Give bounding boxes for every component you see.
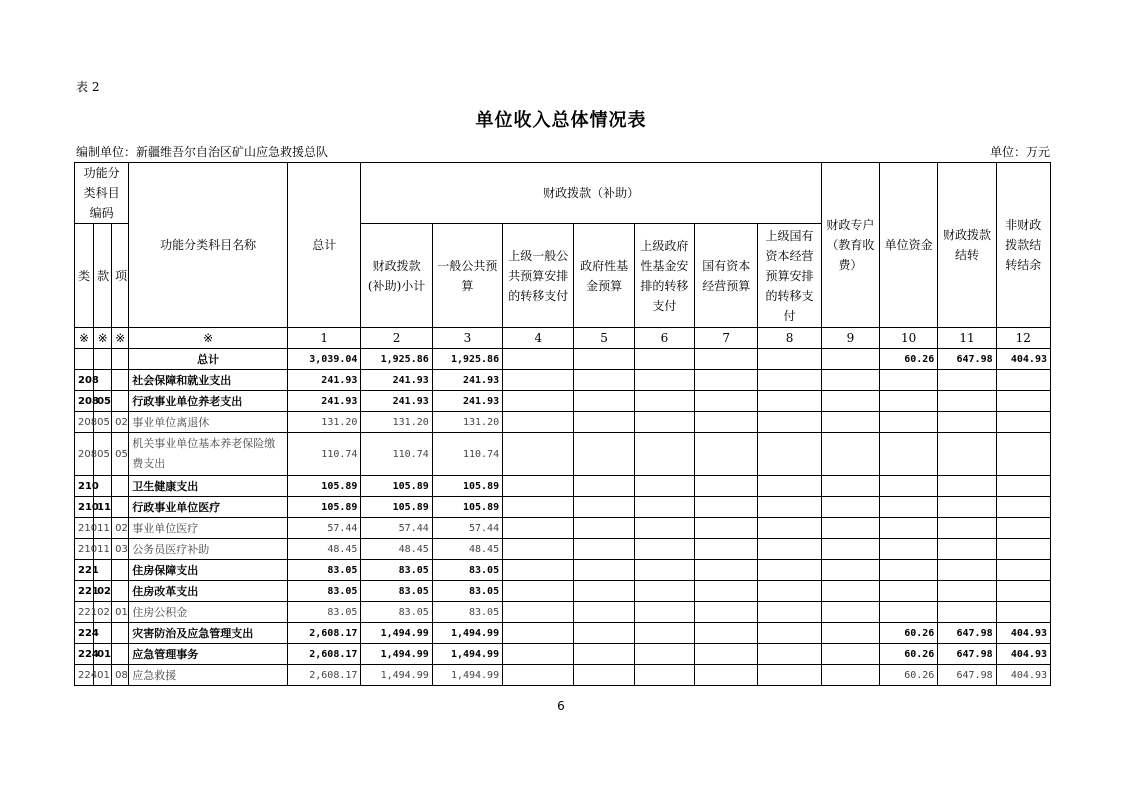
index-row bbox=[75, 328, 1051, 349]
amount-unit_funds-cell: 60.26 bbox=[880, 623, 938, 644]
table-row bbox=[75, 433, 1051, 476]
code-kuan-cell: 05 bbox=[94, 412, 112, 433]
amount-subtotal-cell: 83.05 bbox=[361, 581, 432, 602]
amount-general-cell: 1,494.99 bbox=[432, 644, 502, 665]
code-xiang-cell bbox=[112, 497, 129, 518]
header-total: 总计 bbox=[288, 163, 361, 328]
empty-cell bbox=[695, 391, 758, 412]
index-cell: 2 bbox=[361, 328, 432, 349]
amount-carry-cell: 647.98 bbox=[938, 665, 996, 686]
code-lei-cell: 210 bbox=[75, 476, 94, 497]
table-number: 表 2 bbox=[76, 80, 100, 94]
item-name-cell: 行政事业单位医疗 bbox=[129, 497, 288, 518]
empty-cell bbox=[695, 433, 758, 476]
amount-unit_funds-cell: 60.26 bbox=[880, 665, 938, 686]
amount-general-cell: 105.89 bbox=[432, 476, 502, 497]
page-number: 6 bbox=[557, 699, 565, 713]
code-kuan-cell: 11 bbox=[94, 497, 112, 518]
amount-nonfiscal-cell bbox=[996, 518, 1050, 539]
code-lei-cell: 221 bbox=[75, 560, 94, 581]
empty-cell bbox=[503, 349, 574, 370]
amount-unit_funds-cell: 60.26 bbox=[880, 349, 938, 370]
amount-subtotal-cell: 1,925.86 bbox=[361, 349, 432, 370]
amount-nonfiscal-cell: 404.93 bbox=[996, 623, 1050, 644]
empty-cell bbox=[695, 412, 758, 433]
code-lei-cell: 210 bbox=[75, 539, 94, 560]
amount-general-cell: 83.05 bbox=[432, 602, 502, 623]
amount-unit_funds-cell bbox=[880, 602, 938, 623]
amount-total-cell: 3,039.04 bbox=[288, 349, 361, 370]
empty-cell bbox=[503, 391, 574, 412]
item-name-cell: 社会保障和就业支出 bbox=[129, 370, 288, 391]
empty-cell bbox=[634, 433, 694, 476]
code-lei-cell: 208 bbox=[75, 433, 94, 476]
code-lei-cell: 224 bbox=[75, 644, 94, 665]
code-xiang-cell bbox=[112, 644, 129, 665]
amount-subtotal-cell: 131.20 bbox=[361, 412, 432, 433]
empty-cell bbox=[574, 665, 634, 686]
amount-nonfiscal-cell bbox=[996, 391, 1050, 412]
table-row bbox=[75, 349, 1051, 370]
index-cell: ※ bbox=[75, 328, 94, 349]
code-kuan-cell: 05 bbox=[94, 391, 112, 412]
empty-cell bbox=[758, 623, 821, 644]
amount-subtotal-cell: 1,494.99 bbox=[361, 623, 432, 644]
table-row bbox=[75, 665, 1051, 686]
empty-cell bbox=[695, 497, 758, 518]
amount-carry-cell bbox=[938, 560, 996, 581]
code-kuan-cell: 01 bbox=[94, 644, 112, 665]
amount-subtotal-cell: 1,494.99 bbox=[361, 644, 432, 665]
amount-nonfiscal-cell bbox=[996, 539, 1050, 560]
amount-general-cell: 131.20 bbox=[432, 412, 502, 433]
amount-unit_funds-cell bbox=[880, 518, 938, 539]
empty-cell bbox=[503, 539, 574, 560]
amount-nonfiscal-cell: 404.93 bbox=[996, 665, 1050, 686]
index-cell: 1 bbox=[288, 328, 361, 349]
empty-cell bbox=[695, 476, 758, 497]
code-xiang-cell bbox=[112, 476, 129, 497]
empty-cell bbox=[695, 623, 758, 644]
amount-subtotal-cell: 110.74 bbox=[361, 433, 432, 476]
amount-unit_funds-cell bbox=[880, 391, 938, 412]
amount-unit_funds-cell bbox=[880, 412, 938, 433]
empty-cell bbox=[758, 518, 821, 539]
empty-cell bbox=[821, 623, 879, 644]
index-cell: 10 bbox=[880, 328, 938, 349]
amount-nonfiscal-cell: 404.93 bbox=[996, 349, 1050, 370]
amount-carry-cell: 647.98 bbox=[938, 623, 996, 644]
empty-cell bbox=[574, 518, 634, 539]
amount-subtotal-cell: 1,494.99 bbox=[361, 665, 432, 686]
empty-cell bbox=[574, 602, 634, 623]
empty-cell bbox=[574, 476, 634, 497]
table-row bbox=[75, 497, 1051, 518]
empty-cell bbox=[574, 391, 634, 412]
index-cell: 9 bbox=[821, 328, 879, 349]
amount-general-cell: 241.93 bbox=[432, 391, 502, 412]
amount-carry-cell bbox=[938, 370, 996, 391]
empty-cell bbox=[821, 644, 879, 665]
code-kuan-cell: 11 bbox=[94, 518, 112, 539]
amount-total-cell: 83.05 bbox=[288, 581, 361, 602]
index-cell: 7 bbox=[695, 328, 758, 349]
item-name-cell: 应急救援 bbox=[129, 665, 288, 686]
item-name-cell: 卫生健康支出 bbox=[129, 476, 288, 497]
empty-cell bbox=[634, 623, 694, 644]
code-lei-cell: 210 bbox=[75, 497, 94, 518]
empty-cell bbox=[821, 476, 879, 497]
code-kuan-cell: 02 bbox=[94, 602, 112, 623]
code-xiang-cell: 02 bbox=[112, 412, 129, 433]
amount-subtotal-cell: 83.05 bbox=[361, 560, 432, 581]
empty-cell bbox=[634, 412, 694, 433]
amount-carry-cell bbox=[938, 602, 996, 623]
code-kuan-cell: 11 bbox=[94, 539, 112, 560]
code-xiang-cell bbox=[112, 370, 129, 391]
empty-cell bbox=[634, 665, 694, 686]
empty-cell bbox=[503, 644, 574, 665]
empty-cell bbox=[574, 349, 634, 370]
code-xiang-cell bbox=[112, 349, 129, 370]
code-kuan-cell bbox=[94, 349, 112, 370]
empty-cell bbox=[574, 581, 634, 602]
amount-general-cell: 241.93 bbox=[432, 370, 502, 391]
amount-total-cell: 131.20 bbox=[288, 412, 361, 433]
empty-cell bbox=[695, 349, 758, 370]
empty-cell bbox=[758, 391, 821, 412]
empty-cell bbox=[821, 581, 879, 602]
amount-carry-cell bbox=[938, 539, 996, 560]
empty-cell bbox=[503, 412, 574, 433]
amount-carry-cell bbox=[938, 518, 996, 539]
table-row bbox=[75, 623, 1051, 644]
header-upper-state-capital-transfer: 上级国有资本经营预算安排的转移支付 bbox=[758, 224, 821, 328]
empty-cell bbox=[634, 644, 694, 665]
item-name-cell: 事业单位医疗 bbox=[129, 518, 288, 539]
code-lei-cell: 221 bbox=[75, 581, 94, 602]
amount-total-cell: 83.05 bbox=[288, 560, 361, 581]
amount-general-cell: 1,494.99 bbox=[432, 623, 502, 644]
amount-carry-cell bbox=[938, 433, 996, 476]
empty-cell bbox=[503, 665, 574, 686]
empty-cell bbox=[574, 433, 634, 476]
amount-subtotal-cell: 48.45 bbox=[361, 539, 432, 560]
empty-cell bbox=[503, 602, 574, 623]
page-title: 单位收入总体情况表 bbox=[475, 110, 647, 131]
code-kuan-cell: 01 bbox=[94, 665, 112, 686]
amount-total-cell: 2,608.17 bbox=[288, 623, 361, 644]
index-cell: 6 bbox=[634, 328, 694, 349]
amount-nonfiscal-cell: 404.93 bbox=[996, 644, 1050, 665]
amount-unit_funds-cell bbox=[880, 476, 938, 497]
empty-cell bbox=[758, 370, 821, 391]
empty-cell bbox=[758, 602, 821, 623]
header-func-name: 功能分类科目名称 bbox=[129, 163, 288, 328]
compiling-unit: 编制单位：新疆维吾尔自治区矿山应急救援总队 bbox=[76, 145, 329, 159]
empty-cell bbox=[634, 539, 694, 560]
empty-cell bbox=[503, 433, 574, 476]
amount-subtotal-cell: 83.05 bbox=[361, 602, 432, 623]
item-name-cell: 公务员医疗补助 bbox=[129, 539, 288, 560]
empty-cell bbox=[634, 370, 694, 391]
amount-general-cell: 83.05 bbox=[432, 560, 502, 581]
index-cell: ※ bbox=[112, 328, 129, 349]
amount-carry-cell: 647.98 bbox=[938, 349, 996, 370]
amount-nonfiscal-cell bbox=[996, 497, 1050, 518]
item-name-cell: 总计 bbox=[129, 349, 288, 370]
item-name-cell: 应急管理事务 bbox=[129, 644, 288, 665]
empty-cell bbox=[695, 644, 758, 665]
table-row bbox=[75, 370, 1051, 391]
empty-cell bbox=[758, 412, 821, 433]
amount-nonfiscal-cell bbox=[996, 560, 1050, 581]
income-table bbox=[74, 162, 1051, 686]
amount-subtotal-cell: 105.89 bbox=[361, 476, 432, 497]
empty-cell bbox=[821, 518, 879, 539]
code-kuan-cell: 05 bbox=[94, 433, 112, 476]
code-xiang-cell bbox=[112, 560, 129, 581]
header-fiscal-subtotal: 财政拨款(补助)小计 bbox=[361, 224, 432, 328]
amount-nonfiscal-cell bbox=[996, 412, 1050, 433]
empty-cell bbox=[574, 644, 634, 665]
amount-nonfiscal-cell bbox=[996, 581, 1050, 602]
empty-cell bbox=[634, 560, 694, 581]
amount-general-cell: 110.74 bbox=[432, 433, 502, 476]
code-xiang-cell: 05 bbox=[112, 433, 129, 476]
amount-carry-cell bbox=[938, 497, 996, 518]
empty-cell bbox=[758, 349, 821, 370]
code-lei-cell: 224 bbox=[75, 665, 94, 686]
header-lei: 类 bbox=[75, 224, 94, 328]
amount-total-cell: 2,608.17 bbox=[288, 644, 361, 665]
empty-cell bbox=[634, 581, 694, 602]
empty-cell bbox=[821, 602, 879, 623]
empty-cell bbox=[821, 412, 879, 433]
header-gov-fund: 政府性基金预算 bbox=[574, 224, 634, 328]
table-row bbox=[75, 391, 1051, 412]
amount-total-cell: 110.74 bbox=[288, 433, 361, 476]
empty-cell bbox=[695, 581, 758, 602]
empty-cell bbox=[821, 370, 879, 391]
header-upper-general-transfer: 上级一般公共预算安排的转移支付 bbox=[503, 224, 574, 328]
code-xiang-cell: 01 bbox=[112, 602, 129, 623]
code-lei-cell: 224 bbox=[75, 623, 94, 644]
table-row bbox=[75, 602, 1051, 623]
amount-general-cell: 105.89 bbox=[432, 497, 502, 518]
amount-unit_funds-cell: 60.26 bbox=[880, 644, 938, 665]
table-row bbox=[75, 539, 1051, 560]
item-name-cell: 机关事业单位基本养老保险缴费支出 bbox=[129, 433, 288, 476]
header-general-budget: 一般公共预算 bbox=[432, 224, 502, 328]
code-kuan-cell: 02 bbox=[94, 581, 112, 602]
empty-cell bbox=[634, 391, 694, 412]
index-cell: 11 bbox=[938, 328, 996, 349]
empty-cell bbox=[758, 560, 821, 581]
amount-general-cell: 83.05 bbox=[432, 581, 502, 602]
amount-nonfiscal-cell bbox=[996, 370, 1050, 391]
code-xiang-cell bbox=[112, 581, 129, 602]
header-fiscal-carryover: 财政拨款结转 bbox=[938, 163, 996, 328]
table-body bbox=[75, 349, 1051, 686]
header-nonfiscal-carryover: 非财政拨款结转结余 bbox=[996, 163, 1050, 328]
amount-general-cell: 57.44 bbox=[432, 518, 502, 539]
empty-cell bbox=[758, 476, 821, 497]
empty-cell bbox=[758, 644, 821, 665]
empty-cell bbox=[503, 518, 574, 539]
empty-cell bbox=[634, 349, 694, 370]
amount-general-cell: 1,494.99 bbox=[432, 665, 502, 686]
index-cell: 5 bbox=[574, 328, 634, 349]
amount-nonfiscal-cell bbox=[996, 433, 1050, 476]
amount-total-cell: 48.45 bbox=[288, 539, 361, 560]
amount-total-cell: 2,608.17 bbox=[288, 665, 361, 686]
amount-unit_funds-cell bbox=[880, 560, 938, 581]
header-state-capital: 国有资本经营预算 bbox=[695, 224, 758, 328]
amount-nonfiscal-cell bbox=[996, 476, 1050, 497]
empty-cell bbox=[574, 623, 634, 644]
table-row bbox=[75, 581, 1051, 602]
empty-cell bbox=[574, 370, 634, 391]
empty-cell bbox=[634, 518, 694, 539]
amount-carry-cell: 647.98 bbox=[938, 644, 996, 665]
code-xiang-cell bbox=[112, 391, 129, 412]
amount-subtotal-cell: 105.89 bbox=[361, 497, 432, 518]
header-unit-funds: 单位资金 bbox=[880, 163, 938, 328]
empty-cell bbox=[821, 497, 879, 518]
code-lei-cell: 210 bbox=[75, 518, 94, 539]
header-fiscal-special: 财政专户（教育收费） bbox=[821, 163, 879, 328]
empty-cell bbox=[634, 602, 694, 623]
amount-unit_funds-cell bbox=[880, 581, 938, 602]
item-name-cell: 住房改革支出 bbox=[129, 581, 288, 602]
empty-cell bbox=[503, 476, 574, 497]
item-name-cell: 住房公积金 bbox=[129, 602, 288, 623]
index-cell: ※ bbox=[94, 328, 112, 349]
amount-unit_funds-cell bbox=[880, 433, 938, 476]
empty-cell bbox=[821, 349, 879, 370]
amount-carry-cell bbox=[938, 391, 996, 412]
empty-cell bbox=[574, 497, 634, 518]
header-kuan: 款 bbox=[94, 224, 112, 328]
empty-cell bbox=[503, 497, 574, 518]
amount-unit_funds-cell bbox=[880, 370, 938, 391]
empty-cell bbox=[574, 560, 634, 581]
header-xiang: 项 bbox=[112, 224, 129, 328]
empty-cell bbox=[695, 370, 758, 391]
table-row bbox=[75, 412, 1051, 433]
empty-cell bbox=[634, 497, 694, 518]
table-row bbox=[75, 476, 1051, 497]
code-xiang-cell: 03 bbox=[112, 539, 129, 560]
code-xiang-cell bbox=[112, 623, 129, 644]
empty-cell bbox=[821, 433, 879, 476]
empty-cell bbox=[503, 581, 574, 602]
empty-cell bbox=[695, 539, 758, 560]
amount-carry-cell bbox=[938, 476, 996, 497]
index-cell: 8 bbox=[758, 328, 821, 349]
empty-cell bbox=[821, 539, 879, 560]
code-lei-cell: 208 bbox=[75, 412, 94, 433]
index-cell: 4 bbox=[503, 328, 574, 349]
code-xiang-cell: 02 bbox=[112, 518, 129, 539]
empty-cell bbox=[758, 433, 821, 476]
empty-cell bbox=[821, 665, 879, 686]
empty-cell bbox=[695, 560, 758, 581]
code-xiang-cell: 08 bbox=[112, 665, 129, 686]
amount-total-cell: 241.93 bbox=[288, 391, 361, 412]
amount-carry-cell bbox=[938, 581, 996, 602]
code-lei-cell bbox=[75, 349, 94, 370]
amount-subtotal-cell: 57.44 bbox=[361, 518, 432, 539]
empty-cell bbox=[758, 539, 821, 560]
table-row bbox=[75, 560, 1051, 581]
table-header bbox=[75, 163, 1051, 349]
amount-nonfiscal-cell bbox=[996, 602, 1050, 623]
header-upper-gov-fund-transfer: 上级政府性基金安排的转移支付 bbox=[634, 224, 694, 328]
empty-cell bbox=[758, 497, 821, 518]
header-fiscal-group: 财政拨款（补助） bbox=[361, 163, 821, 224]
header-func-code: 功能分类科目编码 bbox=[75, 163, 129, 224]
amount-subtotal-cell: 241.93 bbox=[361, 391, 432, 412]
amount-subtotal-cell: 241.93 bbox=[361, 370, 432, 391]
amount-total-cell: 83.05 bbox=[288, 602, 361, 623]
empty-cell bbox=[821, 560, 879, 581]
empty-cell bbox=[503, 370, 574, 391]
index-cell: ※ bbox=[129, 328, 288, 349]
amount-unit_funds-cell bbox=[880, 539, 938, 560]
empty-cell bbox=[574, 539, 634, 560]
amount-general-cell: 48.45 bbox=[432, 539, 502, 560]
item-name-cell: 行政事业单位养老支出 bbox=[129, 391, 288, 412]
empty-cell bbox=[574, 412, 634, 433]
empty-cell bbox=[821, 391, 879, 412]
amount-total-cell: 241.93 bbox=[288, 370, 361, 391]
amount-total-cell: 105.89 bbox=[288, 476, 361, 497]
empty-cell bbox=[758, 581, 821, 602]
empty-cell bbox=[695, 665, 758, 686]
code-lei-cell: 208 bbox=[75, 370, 94, 391]
index-cell: 12 bbox=[996, 328, 1050, 349]
item-name-cell: 灾害防治及应急管理支出 bbox=[129, 623, 288, 644]
empty-cell bbox=[758, 665, 821, 686]
amount-carry-cell bbox=[938, 412, 996, 433]
empty-cell bbox=[503, 623, 574, 644]
empty-cell bbox=[634, 476, 694, 497]
item-name-cell: 事业单位离退休 bbox=[129, 412, 288, 433]
code-lei-cell: 208 bbox=[75, 391, 94, 412]
table-row bbox=[75, 518, 1051, 539]
amount-general-cell: 1,925.86 bbox=[432, 349, 502, 370]
amount-unit_funds-cell bbox=[880, 497, 938, 518]
empty-cell bbox=[503, 560, 574, 581]
table-row bbox=[75, 644, 1051, 665]
measure-unit: 单位：万元 bbox=[989, 145, 1050, 159]
amount-total-cell: 57.44 bbox=[288, 518, 361, 539]
code-lei-cell: 221 bbox=[75, 602, 94, 623]
item-name-cell: 住房保障支出 bbox=[129, 560, 288, 581]
empty-cell bbox=[695, 518, 758, 539]
amount-total-cell: 105.89 bbox=[288, 497, 361, 518]
empty-cell bbox=[695, 602, 758, 623]
index-cell: 3 bbox=[432, 328, 502, 349]
